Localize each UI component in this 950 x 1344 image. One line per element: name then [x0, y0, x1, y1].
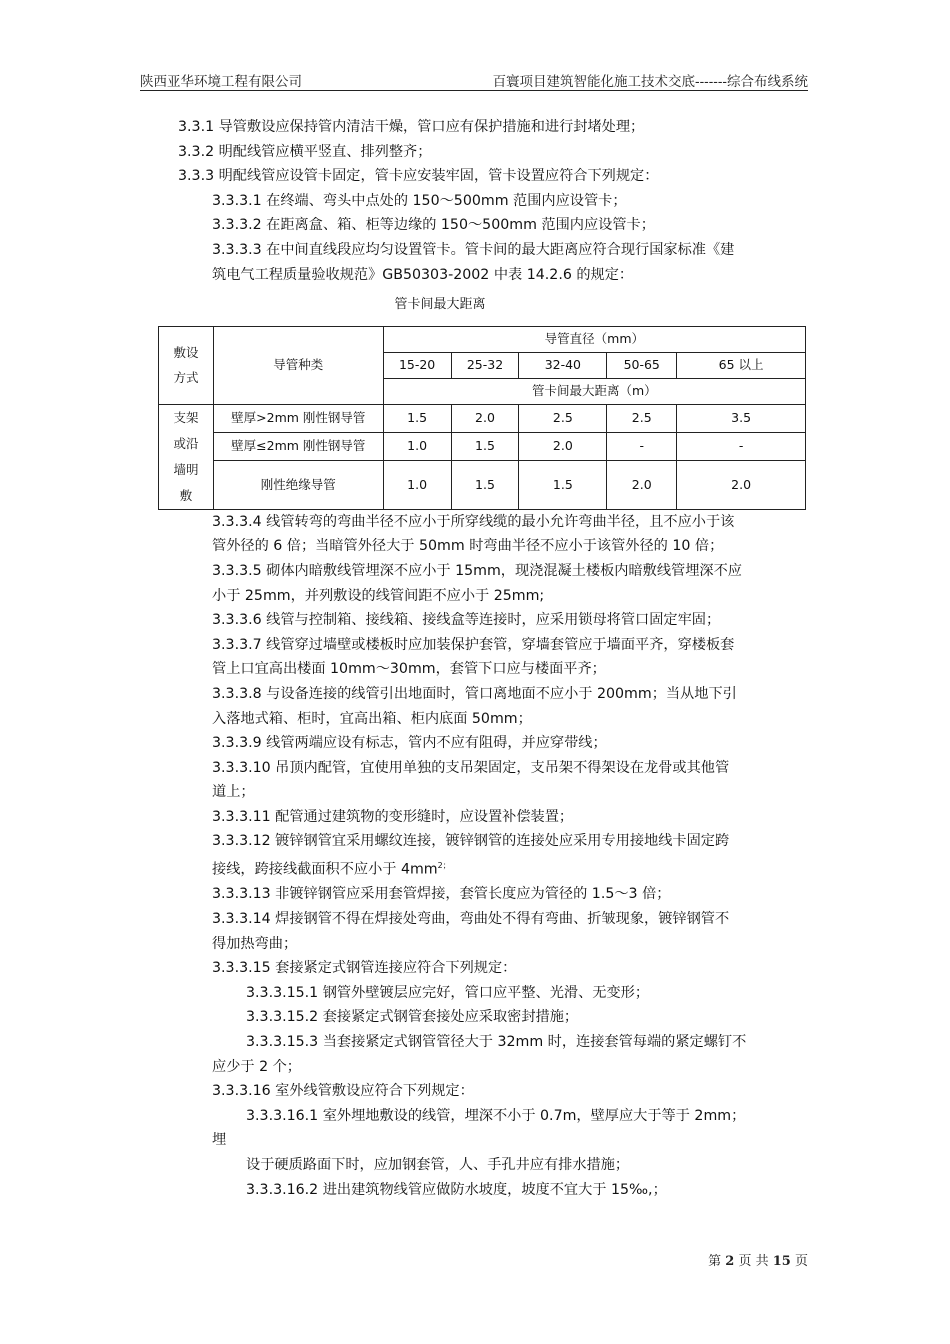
- paragraph: 3.3.3.16.2 进出建筑物线管应做防水坡度，坡度不宜大于 15‰,；: [246, 1181, 667, 1198]
- paragraph: 管上口宜高出楼面 10mm～30mm，套管下口应与楼面平齐；: [212, 661, 606, 678]
- value-cell: 3.5: [677, 404, 806, 432]
- header-project: 百寰项目建筑智能化施工技术交底-------综合布线系统: [492, 74, 808, 90]
- paragraph: 3.3.3.16 室外线管敷设应符合下列规定：: [212, 1083, 474, 1100]
- size-cell: 32-40: [519, 352, 607, 378]
- value-cell: 1.0: [383, 432, 451, 460]
- header-distance: 管卡间最大距离（m）: [383, 378, 805, 404]
- paragraph: 3.3.3.4 线管转弯的弯曲半径不应小于所穿线缆的最小允许弯曲半径，且不应小于该: [212, 513, 735, 530]
- page-total: 15: [772, 1254, 791, 1269]
- type-cell: 壁厚≤2mm 刚性钢导管: [213, 432, 383, 460]
- value-cell: 2.0: [607, 461, 677, 510]
- value-cell: -: [677, 432, 806, 460]
- type-cell: 壁厚>2mm 刚性钢导管: [213, 404, 383, 432]
- size-cell: 15-20: [383, 352, 451, 378]
- paragraph: 筑电气工程质量验收规范》GB50303-2002 中表 14.2.6 的规定：: [212, 266, 634, 283]
- size-cell: 65 以上: [677, 352, 806, 378]
- type-cell: 刚性绝缘导管: [213, 461, 383, 510]
- paragraph: 接线，跨接线截面积不应小于 $4mm^{2;}$: [212, 861, 451, 878]
- value-cell: 1.5: [451, 432, 519, 460]
- value-cell: 2.0: [519, 432, 607, 460]
- paragraph: 埋: [212, 1132, 227, 1149]
- paragraph: 3.3.3.11 配管通过建筑物的变形缝时，应设置补偿装置；: [212, 808, 574, 825]
- paragraph: 3.3.3 明配线管应设管卡固定，管卡应安装牢固，管卡设置应符合下列规定：: [178, 168, 659, 185]
- document-body: [140, 115, 810, 1202]
- clamp-distance-table: [158, 326, 806, 510]
- paragraph: 3.3.1 导管敷设应保持管内清洁干燥，管口应有保护措施和进行封堵处理；: [178, 119, 645, 135]
- paragraph: 3.3.3.13 非镀锌钢管应采用套管焊接，套管长度应为管径的 1.5～3 倍；: [212, 886, 671, 903]
- size-cell: 25-32: [451, 352, 519, 378]
- paragraph: 3.3.3.6 线管与控制箱、接线箱、接线盒等连接时，应采用锁母将管口固定牢固；: [212, 612, 721, 629]
- paragraph: 小于 25mm，并列敷设的线管间距不应小于 25mm;: [212, 587, 545, 604]
- value-cell: 2.5: [519, 404, 607, 432]
- paragraph: 3.3.3.7 线管穿过墙壁或楼板时应加装保护套管，穿墙套管应于墙面平齐，穿楼板套: [212, 636, 735, 653]
- paragraph: 3.3.3.15.2 套接紧定式钢管套接处应采取密封措施；: [246, 1009, 579, 1026]
- paragraph: 3.3.3.14 焊接钢管不得在焊接处弯曲，弯曲处不得有弯曲、折皱现象，镀锌钢管不: [212, 910, 730, 927]
- value-cell: 1.0: [383, 461, 451, 510]
- paragraph: 管外径的 6 倍；当暗管外径大于 50mm 时弯曲半径不应小于该管外径的 10 倍；: [212, 538, 724, 555]
- value-cell: 2.5: [607, 404, 677, 432]
- paragraph: 得加热弯曲；: [212, 935, 298, 952]
- paragraph: 应少于 2 个；: [212, 1058, 301, 1075]
- value-cell: 1.5: [383, 404, 451, 432]
- paragraph: 3.3.3.15.3 当套接紧定式钢管管径大于 32mm 时，连接套管每端的紧定螺钉不: [246, 1033, 747, 1050]
- value-cell: 2.0: [677, 461, 806, 510]
- paragraph: 3.3.3.5 砌体内暗敷线管埋深不应小于 15mm，现浇混凝土楼板内暗敷线管埋深不应: [212, 562, 742, 579]
- paragraph: 3.3.3.10 吊顶内配管，宜使用单独的支吊架固定，支吊架不得架设在龙骨或其他管: [212, 759, 730, 776]
- method-cell: 支架或沿墙明敷: [159, 404, 214, 509]
- paragraph: 3.3.3.16.1 室外埋地敷设的线管，埋深不小于 0.7m，壁厚应大于等于 2mm；: [246, 1107, 746, 1124]
- page-footer: 第 2 页 共 15 页: [708, 1254, 808, 1269]
- paragraph: 3.3.2 明配线管应横平竖直、排列整齐；: [178, 143, 432, 160]
- page-number: 2: [725, 1254, 735, 1269]
- value-cell: 1.5: [519, 461, 607, 510]
- paragraph: 3.3.3.9 线管两端应设有标志，管内不应有阻碍，并应穿带线；: [212, 735, 607, 752]
- paragraph: 设于硬质路面下时，应加钢套管，人、手孔井应有排水措施；: [246, 1156, 630, 1173]
- paragraph: 3.3.3.2 在距离盒、箱、柜等边缘的 150～500mm 范围内应设管卡；: [212, 217, 655, 234]
- paragraph: 入落地式箱、柜时，宜高出箱、柜内底面 50mm；: [212, 710, 532, 727]
- paragraph: 3.3.3.12 镀锌钢管宜采用螺纹连接，镀锌钢管的连接处应采用专用接地线卡固定跨: [212, 833, 730, 850]
- paragraph: 3.3.3.15.1 钢管外壁镀层应完好，管口应平整、光滑、无变形；: [246, 984, 650, 1001]
- header-type: 导管种类: [213, 326, 383, 404]
- header-method: 敷设方式: [159, 326, 214, 404]
- value-cell: 2.0: [451, 404, 519, 432]
- paragraph: 道上；: [212, 784, 255, 801]
- paragraph: 3.3.3.8 与设备连接的线管引出地面时，管口离地面不应小于 200mm；当从地下引: [212, 685, 737, 702]
- size-cell: 50-65: [607, 352, 677, 378]
- header-diameter: 导管直径（mm）: [383, 326, 805, 352]
- paragraph: 3.3.3.15 套接紧定式钢管连接应符合下列规定：: [212, 960, 517, 977]
- paragraph: 3.3.3.1 在终端、弯头中点处的 150～500mm 范围内应设管卡；: [212, 192, 627, 209]
- page-header: [140, 70, 808, 91]
- paragraph: 3.3.3.3 在中间直线段应均匀设置管卡。管卡间的最大距离应符合现行国家标准《建: [212, 241, 735, 258]
- value-cell: 1.5: [451, 461, 519, 510]
- header-company: 陕西亚华环境工程有限公司: [140, 74, 302, 90]
- value-cell: -: [607, 432, 677, 460]
- table-title: 管卡间最大距离: [394, 297, 486, 313]
